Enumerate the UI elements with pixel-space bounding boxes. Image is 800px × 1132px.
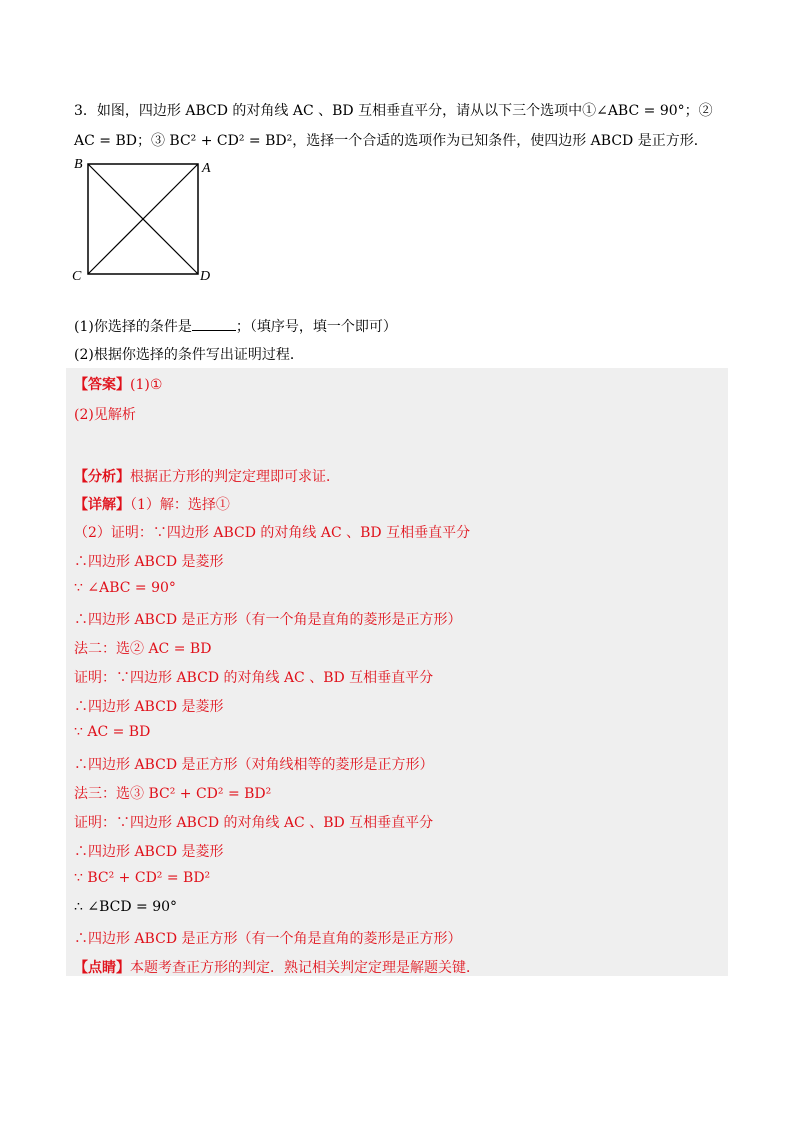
method-3-line-5: ∴四边形 ABCD 是正方形（有一个角是直角的菱形是正方形） <box>74 931 462 947</box>
label-a: A <box>202 161 211 176</box>
analysis-line <box>74 466 340 486</box>
analysis-tag: 【分析】 <box>74 469 130 485</box>
method-2-line-1: 证明：∵四边形 ABCD 的对角线 AC 、BD 互相垂直平分 <box>74 670 434 686</box>
method-3-line-4 <box>74 899 177 915</box>
analysis-text: 根据正方形的判定定理即可求证． <box>130 469 340 485</box>
method-2-line-3: ∵ AC = BD <box>74 724 151 740</box>
answer-blank[interactable] <box>192 318 236 331</box>
method-3-line-2: ∴四边形 ABCD 是菱形 <box>74 844 224 860</box>
detail-3: ∴四边形 ABCD 是菱形 <box>74 554 224 570</box>
detail-1: （1）解：选择① <box>130 497 230 513</box>
label-c: C <box>72 269 82 284</box>
label-d: D <box>200 269 211 284</box>
method-3-line-1: 证明：∵四边形 ABCD 的对角线 AC 、BD 互相垂直平分 <box>74 815 434 831</box>
sub-question-1-suffix: ；（填序号，填一个即可） <box>235 319 397 335</box>
detail-5: ∴四边形 ABCD 是正方形（有一个角是直角的菱形是正方形） <box>74 612 462 628</box>
square-figure <box>70 156 220 286</box>
method-3-line-4-text: ∴ ∠BCD = 90° <box>74 899 178 915</box>
method-3-title: 法三：选③ BC² + CD² = BD² <box>74 786 272 802</box>
comment-tag: 【点睛】 <box>74 960 130 976</box>
answer-1: (1)① <box>130 377 163 393</box>
detail-line-1 <box>74 494 230 514</box>
method-3-line-3: ∵ BC² + CD² = BD² <box>74 870 211 886</box>
square-diagram <box>70 156 220 286</box>
question-line-2: AC = BD；③ BC² + CD² = BD²，选择一个合适的选项作为已知条件，使四边形 ABCD 是正方形． <box>74 133 708 149</box>
method-2-title: 法二：选② AC = BD <box>74 641 212 657</box>
method-2-line-4: ∴四边形 ABCD 是正方形（对角线相等的菱形是正方形） <box>74 757 434 773</box>
answer-tag: 【答案】 <box>74 377 130 393</box>
answer-2: (2)见解析 <box>74 407 136 423</box>
label-b: B <box>74 157 83 172</box>
detail-2: （2）证明：∵四边形 ABCD 的对角线 AC 、BD 互相垂直平分 <box>74 525 471 541</box>
answer-line <box>74 374 162 394</box>
question-line-1: 3．如图，四边形 ABCD 的对角线 AC 、BD 互相垂直平分，请从以下三个选项中①∠ABC = 90°；② <box>74 103 713 119</box>
method-2-line-2: ∴四边形 ABCD 是菱形 <box>74 699 224 715</box>
comment-text: 本题考查正方形的判定．熟记相关判定定理是解题关键． <box>130 960 480 976</box>
detail-4: ∵ ∠ABC = 90° <box>74 580 176 596</box>
sub-question-1 <box>74 316 397 336</box>
detail-tag: 【详解】 <box>74 497 130 513</box>
comment-line <box>74 957 480 977</box>
sub-question-2: (2)根据你选择的条件写出证明过程． <box>74 347 304 363</box>
sub-question-1-prefix: (1)你选择的条件是 <box>74 319 192 335</box>
